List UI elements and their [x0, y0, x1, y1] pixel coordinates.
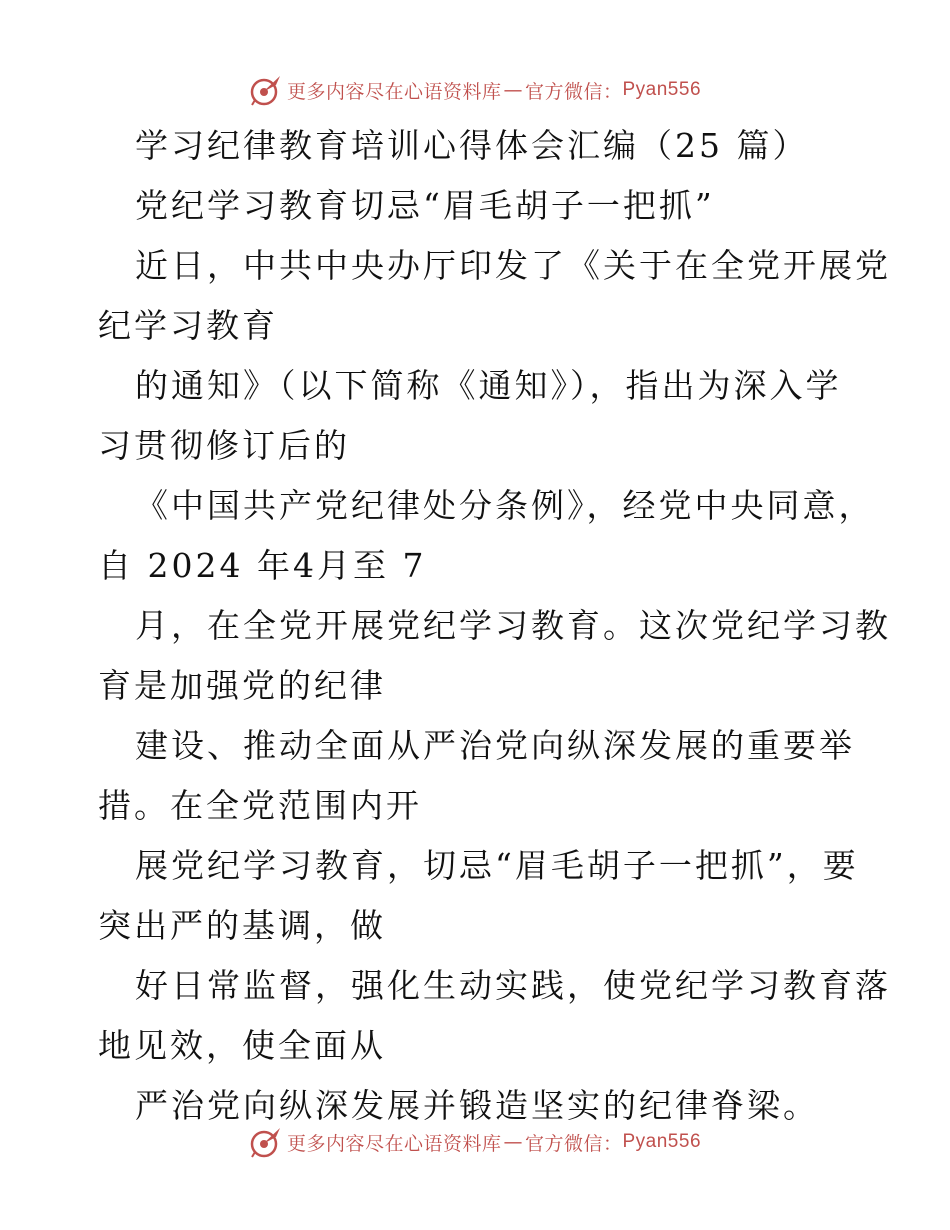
body-text-line: 近日，中共中央办厅印发了《关于在全党开展党	[135, 246, 891, 285]
quill-pen-logo-icon	[249, 73, 283, 107]
body-text-line: 《中国共产党纪律处分条例》，经党中央同意，	[135, 486, 875, 525]
body-text-line: 地见效，使全面从	[98, 1026, 386, 1065]
header-watermark	[0, 70, 950, 110]
body-text-line: 突出严的基调，做	[98, 906, 386, 945]
watermark-main-text: 更多内容尽在心语资料库	[286, 80, 502, 103]
body-text-line: 习贯彻修订后的	[98, 426, 350, 465]
watermark-dash: —	[503, 79, 523, 101]
body-text-line: 措。在全党范围内开	[98, 786, 422, 825]
watermark-main-text: 更多内容尽在心语资料库	[286, 1132, 502, 1155]
body-text-line: 严治党向纵深发展并锻造坚实的纪律脊梁。	[135, 1086, 819, 1125]
body-text-line: 育是加强党的纪律	[98, 666, 386, 705]
watermark-sub-text: 官方微信：	[524, 1132, 623, 1155]
document-title: 学习纪律教育培训心得体会汇编（25 篇）	[135, 126, 809, 165]
body-text-line: 好日常监督，强化生动实践，使党纪学习教育落	[135, 966, 891, 1005]
body-text-line: 展党纪学习教育，切忌“眉毛胡子一把抓”，要	[135, 846, 859, 885]
body-text-line: 自 2024 年4月至 7	[98, 546, 427, 585]
body-text-line: 的通知》（以下简称《通知》），指出为深入学	[135, 366, 842, 405]
watermark-dash: —	[503, 1131, 523, 1153]
document-body	[98, 116, 891, 1136]
body-text-line: 月，在全党开展党纪学习教育。这次党纪学习教	[135, 606, 891, 645]
article-title: 党纪学习教育切忌“眉毛胡子一把抓”	[135, 186, 715, 225]
quill-pen-logo-icon	[249, 1125, 283, 1159]
watermark-wechat-id: Pyan556	[622, 79, 702, 100]
body-text-line: 建设、推动全面从严治党向纵深发展的重要举	[135, 726, 855, 765]
footer-watermark	[0, 1122, 950, 1162]
watermark-wechat-id: Pyan556	[622, 1131, 702, 1152]
body-text-line: 纪学习教育	[98, 306, 278, 345]
watermark-sub-text: 官方微信：	[524, 80, 623, 103]
